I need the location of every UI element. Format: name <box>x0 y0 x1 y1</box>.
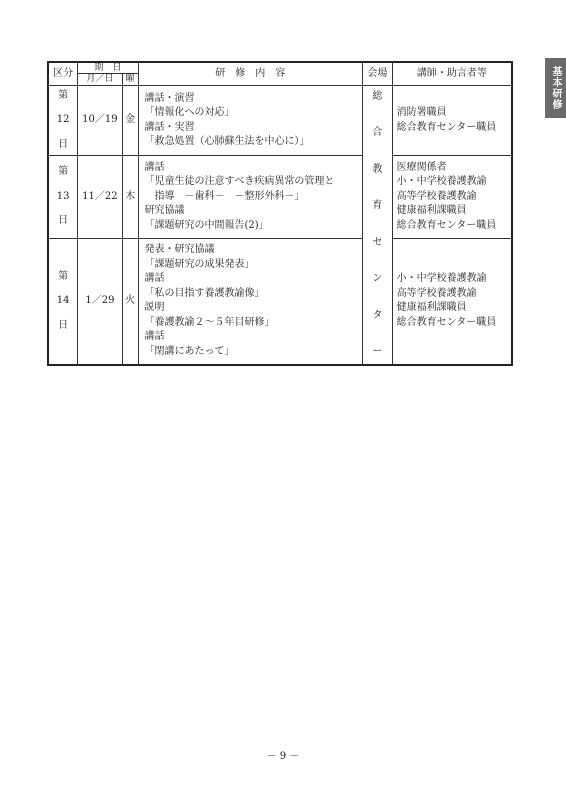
header-kubun: 区分 <box>48 62 78 86</box>
header-content: 研 修 内 容 <box>138 62 363 86</box>
header-kijitsu: 期 日 <box>78 62 138 74</box>
section-tab <box>545 58 566 118</box>
date-cell: 11／22 <box>78 156 122 239</box>
kubun-cell <box>48 156 78 239</box>
content-line: 「閉講にあたって」 <box>144 345 235 357</box>
lecturer-line: 健康福利課職員 <box>396 302 467 314</box>
content-line: 「児童生徒の注意すべき疾病異常の管理と <box>144 176 335 188</box>
venue-char: ー <box>372 346 383 358</box>
section-tab-label: 基本研修 <box>550 66 561 110</box>
date-cell: 1／29 <box>78 239 122 365</box>
content-line: 講話・演習 <box>144 92 195 104</box>
kubun-char: 日 <box>58 319 69 331</box>
content-line: 講話 <box>144 161 165 173</box>
lecturer-cell <box>392 239 512 365</box>
weekday-cell: 金 <box>122 86 138 156</box>
lecturer-line: 総合教育センター職員 <box>396 316 497 328</box>
lecturer-line: 高等学校養護教諭 <box>396 190 477 202</box>
table-row <box>48 156 512 239</box>
content-cell <box>138 86 363 156</box>
content-cell <box>138 239 363 365</box>
table-row <box>48 86 512 156</box>
lecturer-line: 医療関係者 <box>396 161 447 173</box>
schedule-table <box>47 61 513 366</box>
content-line: 講話 <box>144 331 165 343</box>
content-line: 説明 <box>144 302 165 314</box>
lecturer-cell <box>392 156 512 239</box>
kubun-char: 日 <box>58 215 69 227</box>
venue-char: 教 <box>372 163 383 175</box>
content-line: 講話 <box>144 273 165 285</box>
kubun-cell <box>48 86 78 156</box>
content-line: 講話・実習 <box>144 121 195 133</box>
lecturer-line: 小・中学校養護教諭 <box>396 273 487 285</box>
venue-char: 合 <box>372 127 383 139</box>
kubun-char: 14 <box>56 295 70 306</box>
venue-char: 育 <box>372 200 383 212</box>
content-line: 「救急処置（心肺蘇生法を中心に）」 <box>144 136 310 147</box>
lecturer-line: 消防署職員 <box>396 107 447 118</box>
kubun-char: 第 <box>58 270 69 282</box>
content-cell <box>138 156 363 239</box>
content-line: 「課題研究の中間報告(2)」 <box>144 219 269 231</box>
lecturer-line: 高等学校養護教諭 <box>396 287 477 299</box>
content-line: 発表・研究協議 <box>144 244 215 256</box>
lecturer-line: 総合教育センター職員 <box>396 219 497 231</box>
lecturer-cell <box>392 86 512 156</box>
kubun-char: 12 <box>56 114 70 126</box>
venue-char: 総 <box>372 90 383 102</box>
header-month-day: 月／日 <box>78 74 122 86</box>
header-weekday: 曜 <box>122 74 138 86</box>
date-cell: 10／19 <box>78 86 122 156</box>
lecturer-line: 総合教育センター職員 <box>396 121 497 133</box>
content-line: 指導 －歯科－ －整形外科－」 <box>144 190 305 202</box>
header-lecturer: 講師・助言者等 <box>392 62 512 86</box>
header-venue: 会場 <box>363 62 393 86</box>
kubun-char: 13 <box>56 190 70 202</box>
venue-char: セ <box>372 236 383 248</box>
kubun-char: 第 <box>58 89 69 101</box>
kubun-char: 日 <box>58 138 69 150</box>
weekday-cell: 木 <box>122 156 138 239</box>
kubun-char: 第 <box>58 166 69 178</box>
content-line: 研究協議 <box>144 205 185 217</box>
content-line: 「養護教諭２～５年目研修」 <box>144 316 275 328</box>
kubun-cell <box>48 239 78 365</box>
lecturer-line: 小・中学校養護教諭 <box>396 176 487 188</box>
content-line: 「私の目指す養護教諭像」 <box>144 287 265 299</box>
page-number: － 9 － <box>266 751 300 762</box>
table-row <box>48 239 512 365</box>
venue-char: ン <box>372 273 383 285</box>
venue-cell <box>363 86 393 365</box>
weekday-cell: 火 <box>122 239 138 365</box>
content-line: 「情報化への対応」 <box>144 107 235 118</box>
venue-char: タ <box>372 309 383 321</box>
content-line: 「課題研究の成果発表」 <box>144 258 255 270</box>
lecturer-line: 健康福利課職員 <box>396 205 467 217</box>
